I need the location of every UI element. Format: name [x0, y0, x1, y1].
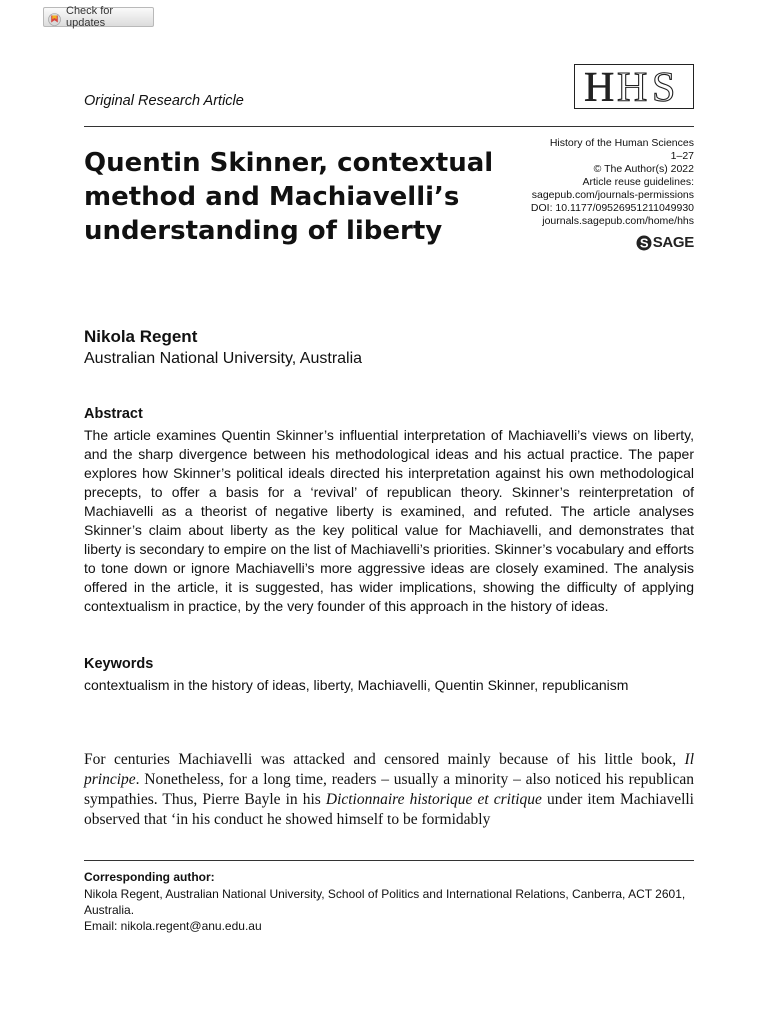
reuse-label: Article reuse guidelines: — [582, 176, 694, 188]
page-range: 1–27 — [670, 150, 694, 162]
book-title: Il principe — [84, 751, 694, 788]
header-rule — [84, 126, 694, 127]
body-paragraph — [84, 750, 694, 830]
journal-meta — [454, 137, 694, 228]
body-text-2: . Nonetheless, for a long time, readers – usually a minority – also noticed his republican sympathies. Thus, Pierre Bayle in his — [84, 771, 694, 808]
footnote-rule — [84, 860, 694, 861]
abstract-heading: Abstract — [84, 406, 143, 422]
corresponding-author-heading: Corresponding author: — [84, 870, 215, 884]
check-for-updates-label: Check for updates — [66, 5, 114, 29]
sage-s-icon — [636, 235, 652, 251]
body-text-1: For centuries Machiavelli was attacked and censored mainly because of his little book, — [84, 751, 685, 768]
publisher-logo — [636, 234, 694, 251]
publisher-name: SAGE — [652, 234, 694, 251]
logo-letter-h1: H — [584, 67, 615, 106]
dictionary-title: Dictionnaire historique et critique — [325, 791, 542, 808]
corresponding-author-email[interactable]: Email: nikola.regent@anu.edu.au — [84, 919, 262, 933]
journal-name: History of the Human Sciences — [549, 137, 694, 149]
keywords-heading: Keywords — [84, 656, 154, 672]
author-name: Nikola Regent — [84, 327, 198, 346]
keywords-text: contextualism in the history of ideas, liberty, Machiavelli, Quentin Skinner, republicanism — [84, 677, 629, 693]
check-for-updates-button[interactable] — [43, 7, 154, 27]
copyright: © The Author(s) 2022 — [593, 163, 694, 175]
corresponding-author-address: Nikola Regent, Australian National University, School of Politics and International Relations, Canberra, ACT 2601, Australia. — [84, 887, 686, 917]
logo-letter-s: S — [652, 67, 676, 106]
journal-link[interactable]: journals.sagepub.com/home/hhs — [542, 215, 694, 227]
article-title: Quentin Skinner, contextual method and Machiavelli’s understanding of liberty — [84, 148, 494, 246]
doi[interactable]: DOI: 10.1177/09526951211049930 — [530, 202, 694, 214]
body-text-3: under item Machiavelli observed that ‘in his conduct he showed himself to be formidably — [84, 791, 694, 828]
svg-text:S: S — [639, 235, 648, 251]
author-affiliation: Australian National University, Australia — [84, 350, 363, 367]
corresponding-author-details — [84, 886, 694, 934]
logo-letter-h2: H — [617, 67, 648, 106]
journal-logo — [574, 64, 694, 109]
article-type: Original Research Article — [84, 93, 244, 109]
crossmark-icon — [48, 11, 61, 24]
reuse-link[interactable]: sagepub.com/journals-permissions — [531, 189, 694, 201]
abstract-text: The article examines Quentin Skinner’s influential interpretation of Machiavelli’s views on liberty, and the sharp divergence between his methodological ideas and his actual practice. The paper explores how Skinner’s political ideals directed his interpretation against his own methodological precepts, to offer a basis for a ‘revival’ of republican theory. Skinner’s reinterpretation of Machiavelli as a theorist of negative liberty is examined, and refuted. The article analyses Skinner’s claim about liberty as the key political value for Machiavelli, and demonstrates that liberty is secondary to empire on the list of Machiavelli’s priorities. Skinner’s vocabulary and efforts to tone down or ignore Machiavelli’s more aggressive ideas are closely examined. The analysis offered in the article, it is suggested, has wider implications, showing the difficulty of applying contextualism in practice, by the very founder of this approach in the history of ideas. — [84, 427, 694, 614]
